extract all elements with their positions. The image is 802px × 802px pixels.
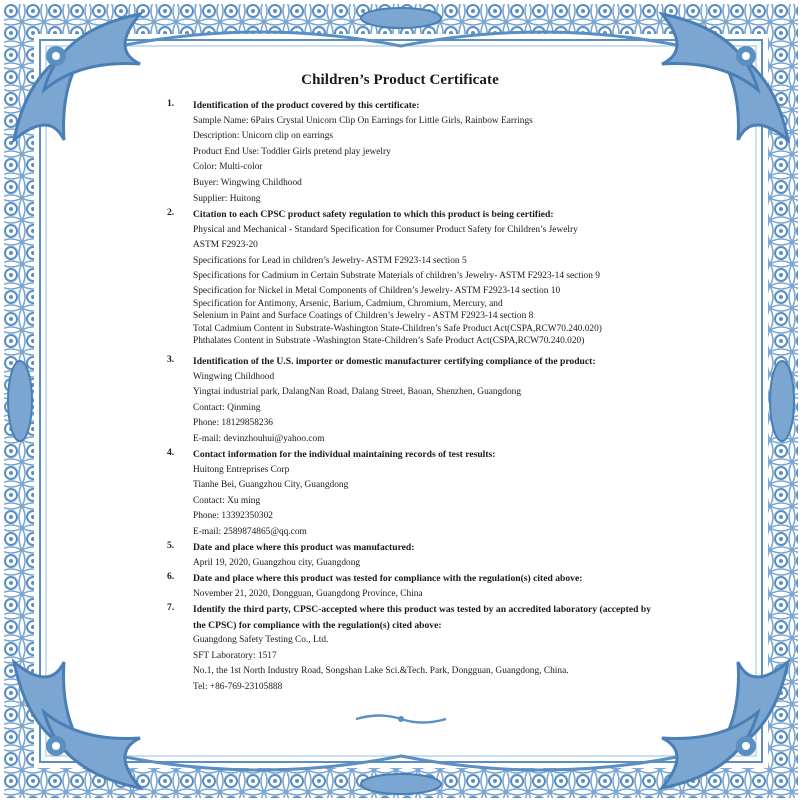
section-line: Tel: +86-769-23105888 [193, 681, 283, 692]
section-heading: Date and place where this product was tested for compliance with the regulation(s) cited above: [193, 573, 583, 584]
section-2 [140, 207, 660, 348]
section-line: April 19, 2020, Guangzhou city, Guangdong [193, 557, 361, 568]
section-7 [140, 602, 660, 696]
section-3 [140, 354, 660, 448]
section-line: ASTM F2923-20 [193, 240, 258, 251]
section-line: No.1, the 1st North Industry Road, Songshan Lake Sci.&Tech. Park, Dongguan, Guangdong, China. [193, 666, 569, 677]
section-5 [140, 540, 660, 571]
section-line: Specifications for Cadmium in Certain Substrate Materials of children’s Jewelry- ASTM F2923-14 section 9 [193, 271, 600, 282]
section-line: Product End Use: Toddler Girls pretend play jewelry [193, 146, 391, 157]
section-line: Tianhe Bei, Guangzhou City, Guangdong [193, 480, 349, 491]
section-heading: Date and place where this product was manufactured: [193, 542, 415, 553]
section-number: 5. [167, 540, 175, 551]
section-line: Selenium in Paint and Surface Coatings of Children’s Jewelry - ASTM F2923-14 section 8 [193, 311, 534, 322]
section-line: E-mail: devinzhouhui@yahoo.com [193, 433, 325, 444]
section-line: SFT Laboratory: 1517 [193, 650, 277, 661]
certificate-body [140, 66, 660, 706]
certificate-title: Children’s Product Certificate [301, 72, 499, 88]
section-line: Description: Unicorn clip on earrings [193, 131, 334, 142]
section-line: Yingtai industrial park, DalangNan Road, Dalang Street, Baoan, Shenzhen, Guangdong [193, 387, 522, 398]
section-line: Phone: 13392350302 [193, 511, 273, 522]
section-line: Physical and Mechanical - Standard Specification for Consumer Product Safety for Children’s Jewelry [193, 224, 578, 235]
section-number: 6. [167, 571, 175, 582]
section-line: Contact: Xu ming [193, 495, 261, 506]
section-number: 2. [167, 207, 175, 218]
section-line: Huitong Entreprises Corp [193, 464, 290, 475]
section-6 [140, 571, 660, 602]
section-line: Specification for Antimony, Arsenic, Barium, Cadmium, Chromium, Mercury, and [193, 298, 503, 309]
section-4 [140, 447, 660, 541]
section-line: Supplier: Huitong [193, 193, 261, 204]
section-line: Wingwing Childhood [193, 371, 275, 382]
section-number: 4. [167, 447, 175, 458]
section-line: Buyer: Wingwing Childhood [193, 177, 302, 188]
section-line: November 21, 2020, Dongguan, Guangdong Province, China [193, 588, 423, 599]
section-heading: Identify the third party, CPSC-accepted where this product was tested by an accredited laboratory (accepted by the CPSC) for compliance with the regulation(s) cited above: [193, 604, 651, 631]
section-number: 7. [167, 602, 175, 613]
section-heading: Identification of the U.S. importer or domestic manufacturer certifying compliance of the product: [193, 356, 596, 367]
section-line: Phone: 18129858236 [193, 418, 273, 429]
section-number: 1. [167, 98, 175, 109]
section-1 [140, 98, 660, 207]
section-number: 3. [167, 354, 175, 365]
section-line: Total Cadmium Content in Substrate-Washington State-Children’s Safe Product Act(CSPA,RCW70.240.020) [193, 323, 602, 334]
section-heading: Identification of the product covered by this certificate: [193, 100, 420, 111]
section-line: Sample Name: 6Pairs Crystal Unicorn Clip On Earrings for Little Girls, Rainbow Earrings [193, 115, 533, 126]
section-line: Specifications for Lead in children’s Jewelry- ASTM F2923-14 section 5 [193, 255, 467, 266]
section-line: Guangdong Safety Testing Co., Ltd. [193, 635, 329, 646]
section-line: Contact: Qinming [193, 402, 261, 413]
section-heading: Contact information for the individual maintaining records of test results: [193, 449, 496, 460]
section-line: Color: Multi-color [193, 162, 263, 173]
section-line: Specification for Nickel in Metal Components of Children’s Jewelry- ASTM F2923-14 section 10 [193, 285, 561, 296]
section-line: E-mail: 2589874865@qq.com [193, 526, 307, 537]
section-heading: Citation to each CPSC product safety regulation to which this product is being certified: [193, 209, 554, 220]
section-line: Phthalates Content in Substrate -Washington State-Children’s Safe Product Act(CSPA,RCW70.240.020) [193, 336, 585, 347]
